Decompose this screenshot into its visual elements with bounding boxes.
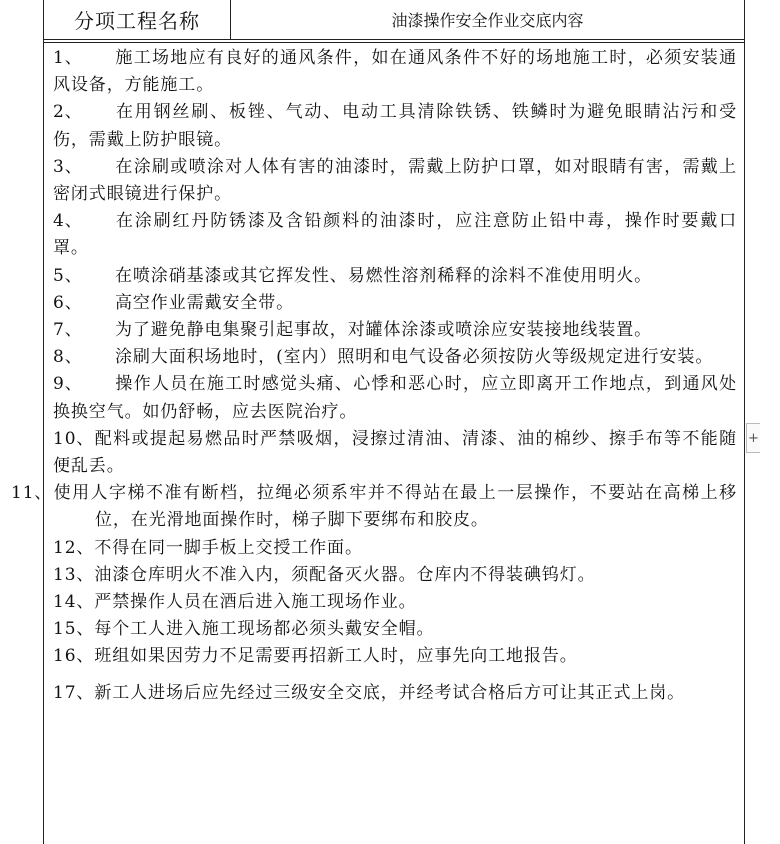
list-item: 7、 为了避免静电集聚引起事故，对罐体涂漆或喷涂应安装接地线装置。	[53, 320, 652, 341]
expand-plus-button[interactable]: +	[746, 423, 760, 453]
list-item: 17、新工人进场后应先经过三级安全交底，并经考试合格后方可让其正式上岗。	[53, 682, 686, 703]
list-item: 2、 在用钢丝刷、板锉、气动、电动工具清除铁锈、铁鳞时为避免眼睛沾污和受伤，需戴上防护眼镜。	[53, 102, 737, 150]
list-item: 10、配料或提起易燃品时严禁吸烟，浸擦过清油、清漆、油的棉纱、擦手布等不能随便乱丢。	[53, 428, 737, 477]
list-item: 3、 在涂刷或喷涂对人体有害的油漆时，需戴上防护口罩，如对眼睛有害，需戴上密闭式眼镜进行保护。	[53, 156, 737, 205]
briefing-content-cell	[11, 42, 744, 844]
list-item: 1、 施工场地应有良好的通风条件，如在通风条件不好的场地施工时，必须安装通风设备，方能施工。	[53, 48, 737, 96]
table-header-row	[44, 0, 744, 40]
list-item: 16、班组如果因劳力不足需要再招新工人时，应事先向工地报告。	[53, 646, 578, 667]
list-item: 14、严禁操作人员在酒后进入施工现场作业。	[53, 592, 417, 613]
list-item: 9、 操作人员在施工时感觉头痛、心悸和恶心时，应立即离开工作地点，到通风处换换空气。如仍舒畅，应去医院治疗。	[53, 374, 737, 422]
list-item: 4、 在涂刷红丹防锈漆及含铅颜料的油漆时，应注意防止铅中毒，操作时要戴口罩。	[53, 211, 737, 259]
safety-briefing-table	[11, 0, 745, 844]
list-item: 6、 高空作业需戴安全带。	[53, 292, 294, 313]
list-item: 12、不得在同一脚手板上交授工作面。	[53, 537, 363, 558]
list-item: 15、每个工人进入施工现场都必须头戴安全帽。	[53, 619, 435, 640]
list-item: 5、 在喷涂硝基漆或其它挥发性、易燃性溶剂稀释的涂料不准使用明火。	[53, 265, 652, 286]
briefing-items-list	[11, 45, 737, 716]
list-item: 11、使用人字梯不准有断档，拉绳必须系牢并不得站在最上一层操作，不要站在高梯上移位，在光滑地面操作时，梯子脚下要绑布和胶皮。	[11, 483, 737, 531]
project-name-label: 分项工程名称	[44, 0, 231, 39]
list-item: 13、油漆仓库明火不准入内，须配备灭火器。仓库内不得装碘钨灯。	[53, 564, 596, 585]
list-item: 8、 涂刷大面积场地时，(室内）照明和电气设备必须按防火等级规定进行安装。	[53, 347, 714, 368]
briefing-content-title: 油漆操作安全作业交底内容	[391, 11, 584, 30]
